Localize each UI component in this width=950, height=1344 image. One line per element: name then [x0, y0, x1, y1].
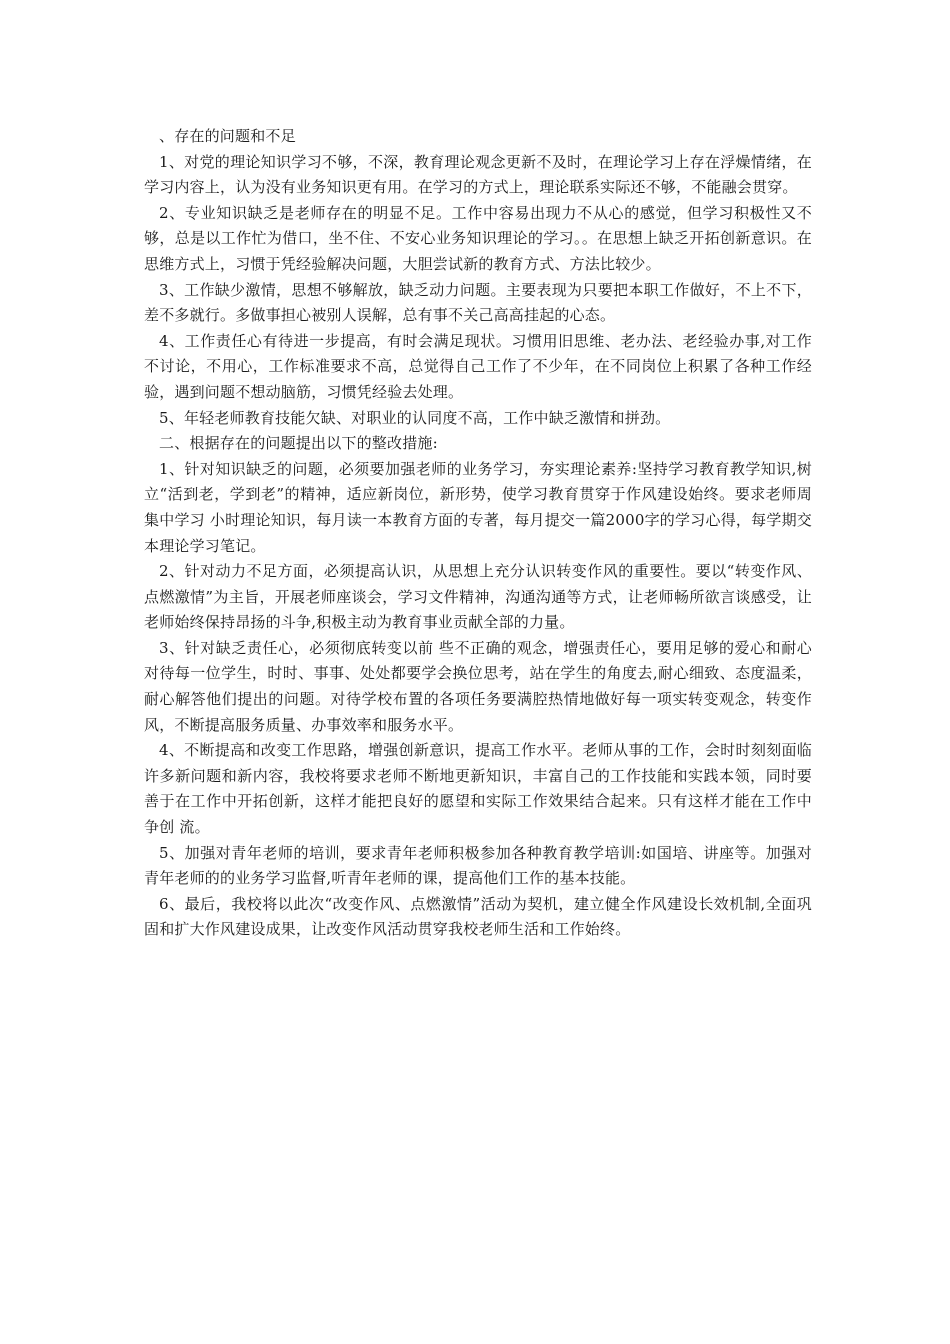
paragraph-problem-5: 5、年轻老师教育技能欠缺、对职业的认同度不高，工作中缺乏激情和拼劲。 — [159, 408, 671, 427]
paragraph-measure-2: 2、针对动力不足方面，必须提高认识，从思想上充分认识转变作风的重要性。要以“转变作风、点燃激情”为主旨，开展老师座谈会，学习文件精神，沟通沟通等方式，让老师畅所欲言谈感受，让老师始终保持昂扬的斗争,积极主动为教育事业贡献全部的力量。 — [144, 562, 812, 632]
paragraph-measure-4: 4、不断提高和改变工作思路，增强创新意识，提高工作水平。老师从事的工作，会时时刻刻面临许多新问题和新内容，我校将要求老师不断地更新知识，丰富自己的工作技能和实践本领，同时要善于在工作中开拓创新，这样才能把良好的愿望和实际工作效果结合起来。只有这样才能在工作中争创 流。 — [144, 741, 812, 837]
paragraph-measure-5: 5、加强对青年老师的培训，要求青年老师积极参加各种教育教学培训:如国培、讲座等。加强对青年老师的的业务学习监督,听青年老师的课，提高他们工作的基本技能。 — [144, 843, 812, 888]
paragraph-problem-2: 2、专业知识缺乏是老师存在的明显不足。工作中容易出现力不从心的感觉，但学习积极性又不够，总是以工作忙为借口，坐不住、不安心业务知识理论的学习。。在思想上缺乏开拓创新意识。在思维方式上，习惯于凭经验解决问题，大胆尝试新的教育方式、方法比较少。 — [144, 203, 812, 273]
paragraph-problem-4: 4、工作责任心有待进一步提高，有时会满足现状。习惯用旧思维、老办法、老经验办事,对工作不讨论，不用心，工作标准要求不高，总觉得自己工作了不少年，在不同岗位上积累了各种工作经验，遇到问题不想动脑筋，习惯凭经验去处理。 — [144, 331, 812, 401]
section-heading-problems: 、存在的问题和不足 — [159, 127, 296, 145]
paragraph-measure-6: 6、最后，我校将以此次“改变作风、点燃激情”活动为契机，建立健全作风建设长效机制,全面巩固和扩大作风建设成果，让改变作风活动贯穿我校老师生活和工作始终。 — [144, 894, 812, 939]
paragraph-measure-3: 3、针对缺乏责任心，必须彻底转变以前 些不正确的观念，增强责任心，要用足够的爱心和耐心对待每一位学生，时时、事事、处处都要学会换位思考，站在学生的角度去,耐心细致、态度温柔，耐心解答他们提出的问题。对待学校布置的各项任务要满腔热情地做好每一项实转变观念，转变作风，不断提高服务质量、办事效率和服务水平。 — [144, 638, 812, 734]
paragraph-measure-1: 1、针对知识缺乏的问题，必须要加强老师的业务学习，夯实理论素养:坚持学习教育教学知识,树立“活到老，学到老”的精神，适应新岗位，新形势，使学习教育贯穿于作风建设始终。要求老师周集中学习 小时理论知识，每月读一本教育方面的专著，每月提交一篇2000字的学习心得，每学期交本理论学习笔记。 — [144, 459, 812, 555]
section-heading-measures: 二、根据存在的问题提出以下的整改措施: — [159, 434, 438, 453]
paragraph-problem-3: 3、工作缺少激情，思想不够解放，缺乏动力问题。主要表现为只要把本职工作做好，不上不下，差不多就行。多做事担心被别人误解，总有事不关己高高挂起的心态。 — [144, 280, 812, 325]
document-body — [144, 124, 812, 943]
paragraph-problem-1: 1、对党的理论知识学习不够，不深，教育理论观念更新不及时，在理论学习上存在浮燥情绪，在学习内容上，认为没有业务知识更有用。在学习的方式上，理论联系实际还不够，不能融会贯穿。 — [144, 152, 812, 197]
